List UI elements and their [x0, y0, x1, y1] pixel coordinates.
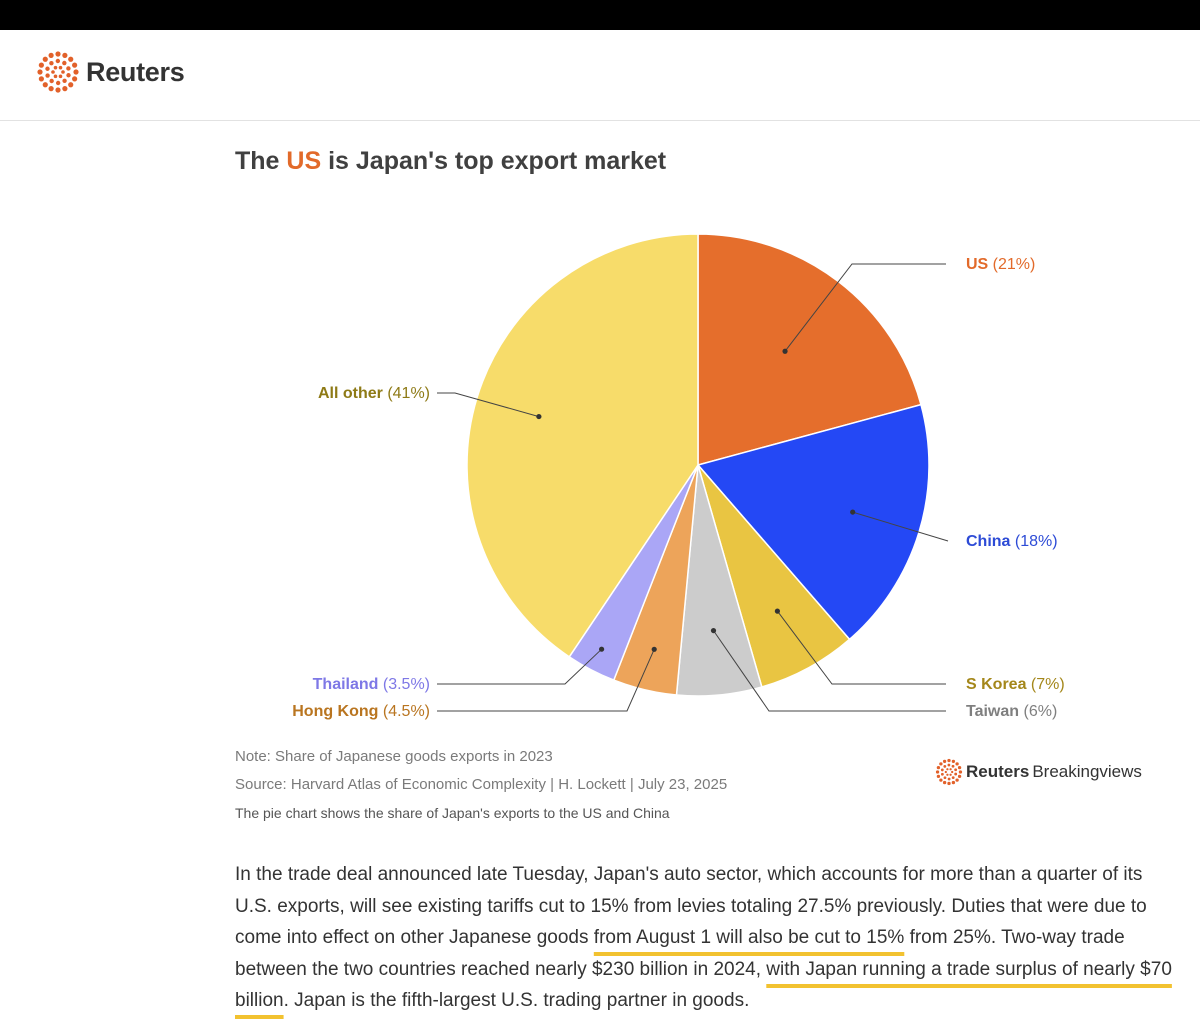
breakingviews-logo[interactable]	[935, 758, 1142, 786]
chart-title-prefix: The	[235, 147, 287, 175]
logo-dot	[937, 766, 940, 769]
leader-dot-thailand	[599, 647, 604, 652]
logo-dot	[959, 770, 962, 773]
reuters-dot-ring-icon	[935, 758, 963, 786]
slice-label-taiwan	[966, 703, 1057, 720]
slice-label-name: US	[966, 255, 993, 273]
logo-dot	[946, 768, 948, 770]
logo-dot	[946, 774, 948, 776]
logo-dot	[949, 768, 951, 770]
logo-dot	[952, 776, 955, 779]
breakingviews-reuters: Reuters	[966, 762, 1030, 781]
leader-dot-s-korea	[775, 609, 780, 614]
slice-label-percent: (41%)	[387, 384, 430, 402]
article-text: In the trade deal announced late Tuesday, Japan's auto sector, which accounts for more than a quarter of its U.S. exports, will see existing tariffs cut to 15% from levies totaling 27.5% previously. Duties that were due to come into effect on other Japanese goods	[235, 864, 1147, 948]
slice-label-name: China	[966, 532, 1015, 550]
logo-dot	[948, 764, 951, 767]
slice-label-name: Hong Kong	[292, 702, 383, 720]
slice-label-percent: (21%)	[992, 255, 1036, 273]
slice-label-percent: (3.5%)	[382, 675, 430, 693]
article-highlight: from August 1 will also be cut to 15%	[593, 927, 905, 948]
logo-dot	[936, 770, 939, 773]
article-paragraph	[235, 859, 1175, 1017]
logo-dot	[943, 765, 946, 768]
slice-label-percent: (18%)	[1014, 532, 1058, 550]
breakingviews-brand: Breakingviews	[1032, 762, 1142, 781]
logo-dot	[951, 771, 953, 773]
logo-dot	[941, 773, 944, 776]
slice-label-percent: (7%)	[1030, 675, 1065, 693]
logo-dot	[954, 773, 957, 776]
leader-dot-china	[850, 509, 855, 514]
logo-dot	[939, 762, 942, 765]
logo-dot	[952, 765, 955, 768]
logo-dot	[947, 782, 950, 785]
logo-dot	[948, 778, 951, 781]
logo-dot	[941, 769, 944, 772]
chart-source: Source: Harvard Atlas of Economic Complexity | H. Lockett | July 23, 2025	[235, 776, 728, 793]
logo-dot	[955, 762, 958, 765]
article-highlight: with Japan running a trade surplus of nearly $70 billion	[235, 958, 1172, 1011]
slice-label-name: S Korea	[966, 675, 1031, 693]
logo-dot	[949, 774, 951, 776]
chart-note: Note: Share of Japanese goods exports in 2023	[235, 748, 553, 765]
logo-dot	[943, 781, 946, 784]
leader-dot-taiwan	[711, 628, 716, 633]
logo-dot	[958, 775, 961, 778]
logo-dot	[937, 775, 940, 778]
slice-label-hong-kong	[292, 703, 430, 720]
article-text: . Japan is the fifth-largest U.S. trading partner in goods.	[283, 990, 750, 1011]
leader-dot-all-other	[536, 414, 541, 419]
logo-dot	[947, 759, 950, 762]
logo-dot	[939, 778, 942, 781]
slice-label-name: All other	[317, 384, 388, 402]
leader-dot-us	[782, 349, 787, 354]
slice-label-us	[966, 256, 1035, 273]
slice-label-china	[966, 533, 1058, 550]
logo-dot	[943, 760, 946, 763]
article-text: from 25%. Two-way trade between the two countries reached nearly $230 billion in 2024,	[235, 927, 1125, 980]
reuters-wordmark: Reuters	[86, 56, 185, 87]
leader-dot-hong-kong	[652, 647, 657, 652]
chart-title-suffix: is Japan's top export market	[321, 147, 667, 175]
slice-label-percent: (4.5%)	[382, 702, 430, 720]
chart-alt-text: The pie chart shows the share of Japan's exports to the US and China	[235, 805, 670, 821]
slice-label-thailand	[313, 676, 430, 693]
logo-dot	[955, 778, 958, 781]
logo-dot	[954, 768, 957, 771]
logo-dot	[944, 776, 947, 779]
chart-title-highlight: US	[286, 147, 322, 175]
slice-label-s-korea	[966, 676, 1065, 693]
slice-label-name: Taiwan	[966, 702, 1024, 720]
slice-label-percent: (6%)	[1023, 702, 1058, 720]
slice-label-all-other	[318, 385, 430, 402]
logo-dot	[958, 766, 961, 769]
logo-dot	[952, 760, 955, 763]
logo-dot	[945, 771, 947, 773]
slice-label-name: Thailand	[312, 675, 383, 693]
logo-dot	[952, 781, 955, 784]
